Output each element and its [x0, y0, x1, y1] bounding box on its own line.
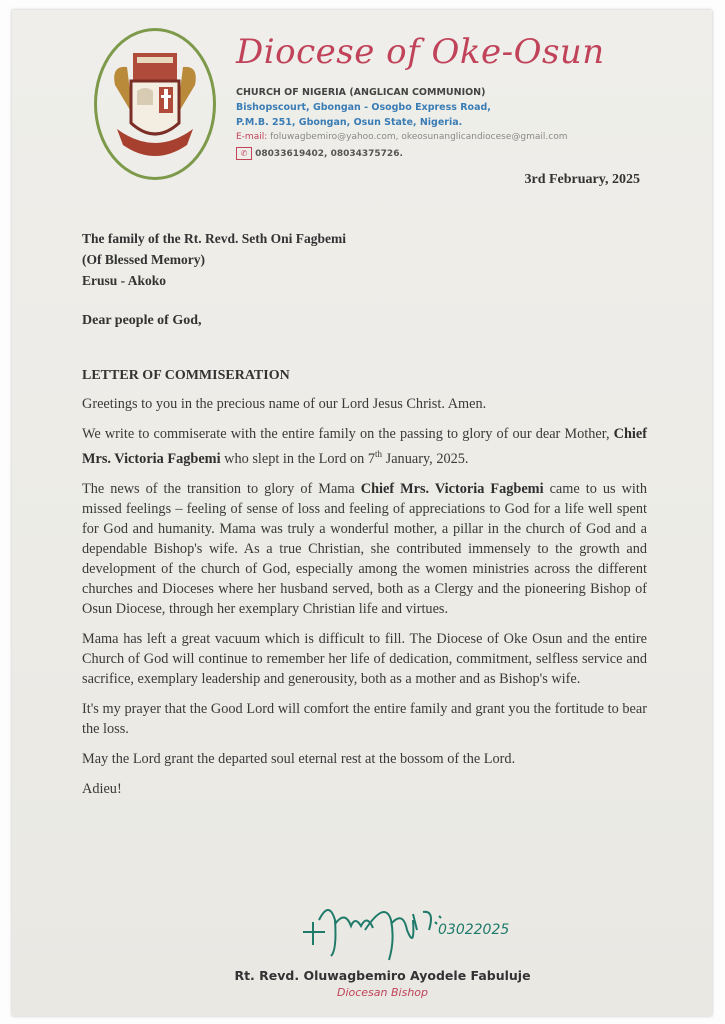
letter-subject: LETTER OF COMMISERATION: [82, 368, 290, 383]
email-addresses: foluwagbemiro@yahoo.com, okeosunanglicandiocese@gmail.com: [270, 132, 568, 142]
paragraph-greeting: Greetings to you in the precious name of our Lord Jesus Christ. Amen.: [82, 396, 487, 412]
phone-line: [236, 147, 403, 160]
paragraph-commiserate: [82, 424, 647, 469]
recipient-line-2: (Of Blessed Memory): [82, 252, 205, 267]
address-line-2: P.M.B. 251, Gbongan, Osun State, Nigeria.: [236, 117, 463, 128]
diocese-title: Diocese of Oke-Osun: [236, 32, 605, 72]
email-label: E-mail:: [236, 132, 268, 142]
deceased-name: Chief Mrs. Victoria Fagbemi: [82, 426, 647, 467]
paragraph-adieu: Adieu!: [82, 780, 122, 797]
phone-icon: ✆: [236, 147, 252, 160]
email-line: [236, 132, 567, 142]
salutation: Dear people of God,: [82, 313, 202, 328]
paragraph-rest: May the Lord grant the departed soul eternal rest at the bossom of the Lord.: [82, 750, 516, 767]
recipient-line-3: Erusu - Akoko: [82, 273, 167, 288]
letter-body: [82, 394, 647, 809]
deceased-name: Chief Mrs. Victoria Fagbemi: [360, 480, 544, 497]
recipient-line-1: The family of the Rt. Revd. Seth Oni Fagbemi: [82, 231, 346, 246]
diocese-seal-logo: [94, 28, 216, 180]
signature-date: 03022025: [438, 922, 510, 938]
signatory-name: Rt. Revd. Oluwagbemiro Ayodele Fabuluje: [234, 968, 531, 983]
letter-date: 3rd February, 2025: [524, 172, 640, 187]
text: came to us with missed feelings – feeling of sense of loss and feeling of appreciations to God for a life well spent for God and humanity. Mama was truly a wonderful mother, a pillar in the church of God and a dependable Bishop's wife. As a true Christian, she contributed immensely to the growth and development of the church of God, especially among the women ministries across the different churches and Dioceses where her husband served, both as a Clergy and the pioneering Bishop of Osun Diocese, through her exemplary Christian life and virtues.: [82, 480, 648, 617]
handwritten-signature: [295, 890, 445, 975]
paragraph-prayer: It's my prayer that the Good Lord will comfort the entire family and grant you the fortitude to bear the loss.: [82, 700, 647, 737]
paragraph-tribute: [82, 479, 647, 619]
text: January, 2025.: [382, 450, 469, 467]
text: We write to commiserate with the entire family on the passing to glory of our dear Mother,: [82, 426, 614, 442]
church-name: CHURCH OF NIGERIA (ANGLICAN COMMUNION): [236, 87, 486, 98]
address-line-1: Bishopscourt, Gbongan - Osogbo Express Road,: [236, 102, 491, 113]
text: who slept in the Lord on 7: [220, 450, 376, 467]
phone-numbers: 08033619402, 08034375726.: [255, 149, 403, 159]
paragraph-vacuum: Mama has left a great vacuum which is difficult to fill. The Diocese of Oke Osun and the entire Church of God will continue to remember her life of dedication, commitment, selfless service and sacrifice, exemplary leadership and generousity, both as a mother and as Bishop's wife.: [82, 630, 647, 687]
signatory-role: Diocesan Bishop: [336, 986, 429, 999]
recipient-address: [82, 228, 346, 291]
text: The news of the transition to glory of Mama: [82, 480, 361, 497]
ordinal-suffix: th: [375, 449, 383, 459]
